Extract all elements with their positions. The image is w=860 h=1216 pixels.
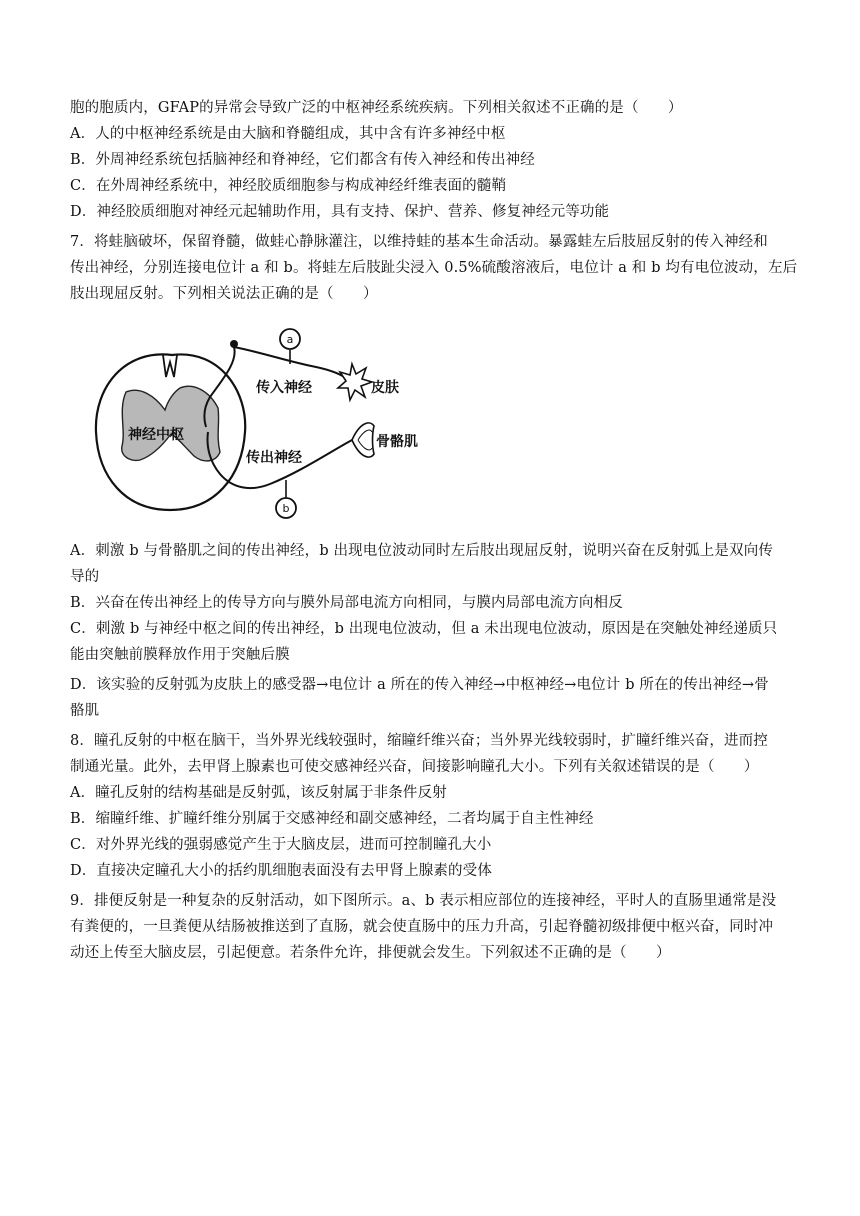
- meter-a-label: a: [286, 333, 294, 346]
- q8-option-a: A．瞳孔反射的结构基础是反射弧，该反射属于非条件反射: [70, 785, 447, 801]
- q6-option-c: C．在外周神经系统中，神经胶质细胞参与构成神经纤维表面的髓鞘: [70, 178, 507, 194]
- q8-option-b: B．缩瞳纤维、扩瞳纤维分别属于交感神经和副交感神经，二者均属于自主性神经: [70, 811, 594, 827]
- spinal-cord-notch: [163, 355, 177, 377]
- q8-stem-line-1: 8．瞳孔反射的中枢在脑干，当外界光线较强时，缩瞳纤维兴奋；当外界光线较弱时，扩瞳纤维兴奋，进而控: [70, 733, 768, 749]
- q8-option-d: D．直接决定瞳孔大小的括约肌细胞表面没有去甲肾上腺素的受体: [70, 863, 492, 879]
- q7-option-d-line-1: D．该实验的反射弧为皮肤上的感受器→电位计 a 所在的传入神经→中枢神经→电位计 b 所在的传出神经→骨: [70, 677, 769, 693]
- q7-stem-line-3: 肢出现屈反射。下列相关说法正确的是（ ）: [70, 286, 378, 302]
- muscle-label: 骨骼肌: [376, 434, 418, 450]
- q6-option-b: B．外周神经系统包括脑神经和脊神经，它们都含有传入神经和传出神经: [70, 152, 535, 168]
- q6-option-d: D．神经胶质细胞对神经元起辅助作用，具有支持、保护、营养、修复神经元等功能: [70, 204, 610, 220]
- q6-option-a: A．人的中枢神经系统是由大脑和脊髓组成，其中含有许多神经中枢: [70, 126, 506, 142]
- reflex-arc-figure: [70, 322, 418, 527]
- q7-option-a-line-2: 导的: [70, 569, 100, 585]
- skeletal-muscle-icon: [352, 423, 374, 457]
- meter-b-label: b: [282, 502, 290, 515]
- efferent-label: 传出神经: [246, 450, 302, 466]
- afferent-label: 传入神经: [256, 380, 312, 396]
- q7-stem-line-1: 7．将蛙脑破坏，保留脊髓，做蛙心静脉灌注，以维持蛙的基本生命活动。暴露蛙左后肢屈反射的传入神经和: [70, 234, 768, 250]
- q8-stem-line-2: 制通光量。此外，去甲肾上腺素也可使交感神经兴奋，间接影响瞳孔大小。下列有关叙述错误的是（ ）: [70, 759, 759, 775]
- q9-stem-line-3: 动还上传至大脑皮层，引起便意。若条件允许，排便就会发生。下列叙述不正确的是（ ）: [70, 945, 671, 961]
- q7-stem-line-2: 传出神经，分别连接电位计 a 和 b。将蛙左后肢趾尖浸入 0.5%硫酸溶液后，电位计 a 和 b 均有电位波动，左后: [70, 260, 798, 276]
- q7-option-c-line-2: 能由突触前膜释放作用于突触后膜: [70, 647, 290, 663]
- q9-stem-line-2: 有粪便的，一旦粪便从结肠被推送到了直肠，就会使直肠中的压力升高，引起脊髓初级排便中枢兴奋，同时冲: [70, 919, 774, 935]
- q7-option-d-line-2: 骼肌: [70, 703, 100, 719]
- center-label: 神经中枢: [128, 427, 184, 443]
- skin-label: 皮肤: [371, 380, 399, 396]
- skin-receptor-icon: [338, 364, 372, 400]
- q7-option-c-line-1: C．刺激 b 与神经中枢之间的传出神经，b 出现电位波动，但 a 未出现电位波动，原因是在突触处神经递质只: [70, 621, 778, 637]
- q8-option-c: C．对外界光线的强弱感觉产生于大脑皮层，进而可控制瞳孔大小: [70, 837, 492, 853]
- q7-option-b: B．兴奋在传出神经上的传导方向与膜外局部电流方向相同，与膜内局部电流方向相反: [70, 595, 623, 611]
- q9-stem-line-1: 9．排便反射是一种复杂的反射活动，如下图所示。a、b 表示相应部位的连接神经，平时人的直肠里通常是没: [70, 893, 777, 909]
- q6-stem-tail: 胞的胞质内，GFAP的异常会导致广泛的中枢神经系统疾病。下列相关叙述不正确的是（ ）: [70, 100, 683, 116]
- q7-option-a-line-1: A．刺激 b 与骨骼肌之间的传出神经，b 出现电位波动同时左后肢出现屈反射，说明兴奋在反射弧上是双向传: [70, 543, 774, 559]
